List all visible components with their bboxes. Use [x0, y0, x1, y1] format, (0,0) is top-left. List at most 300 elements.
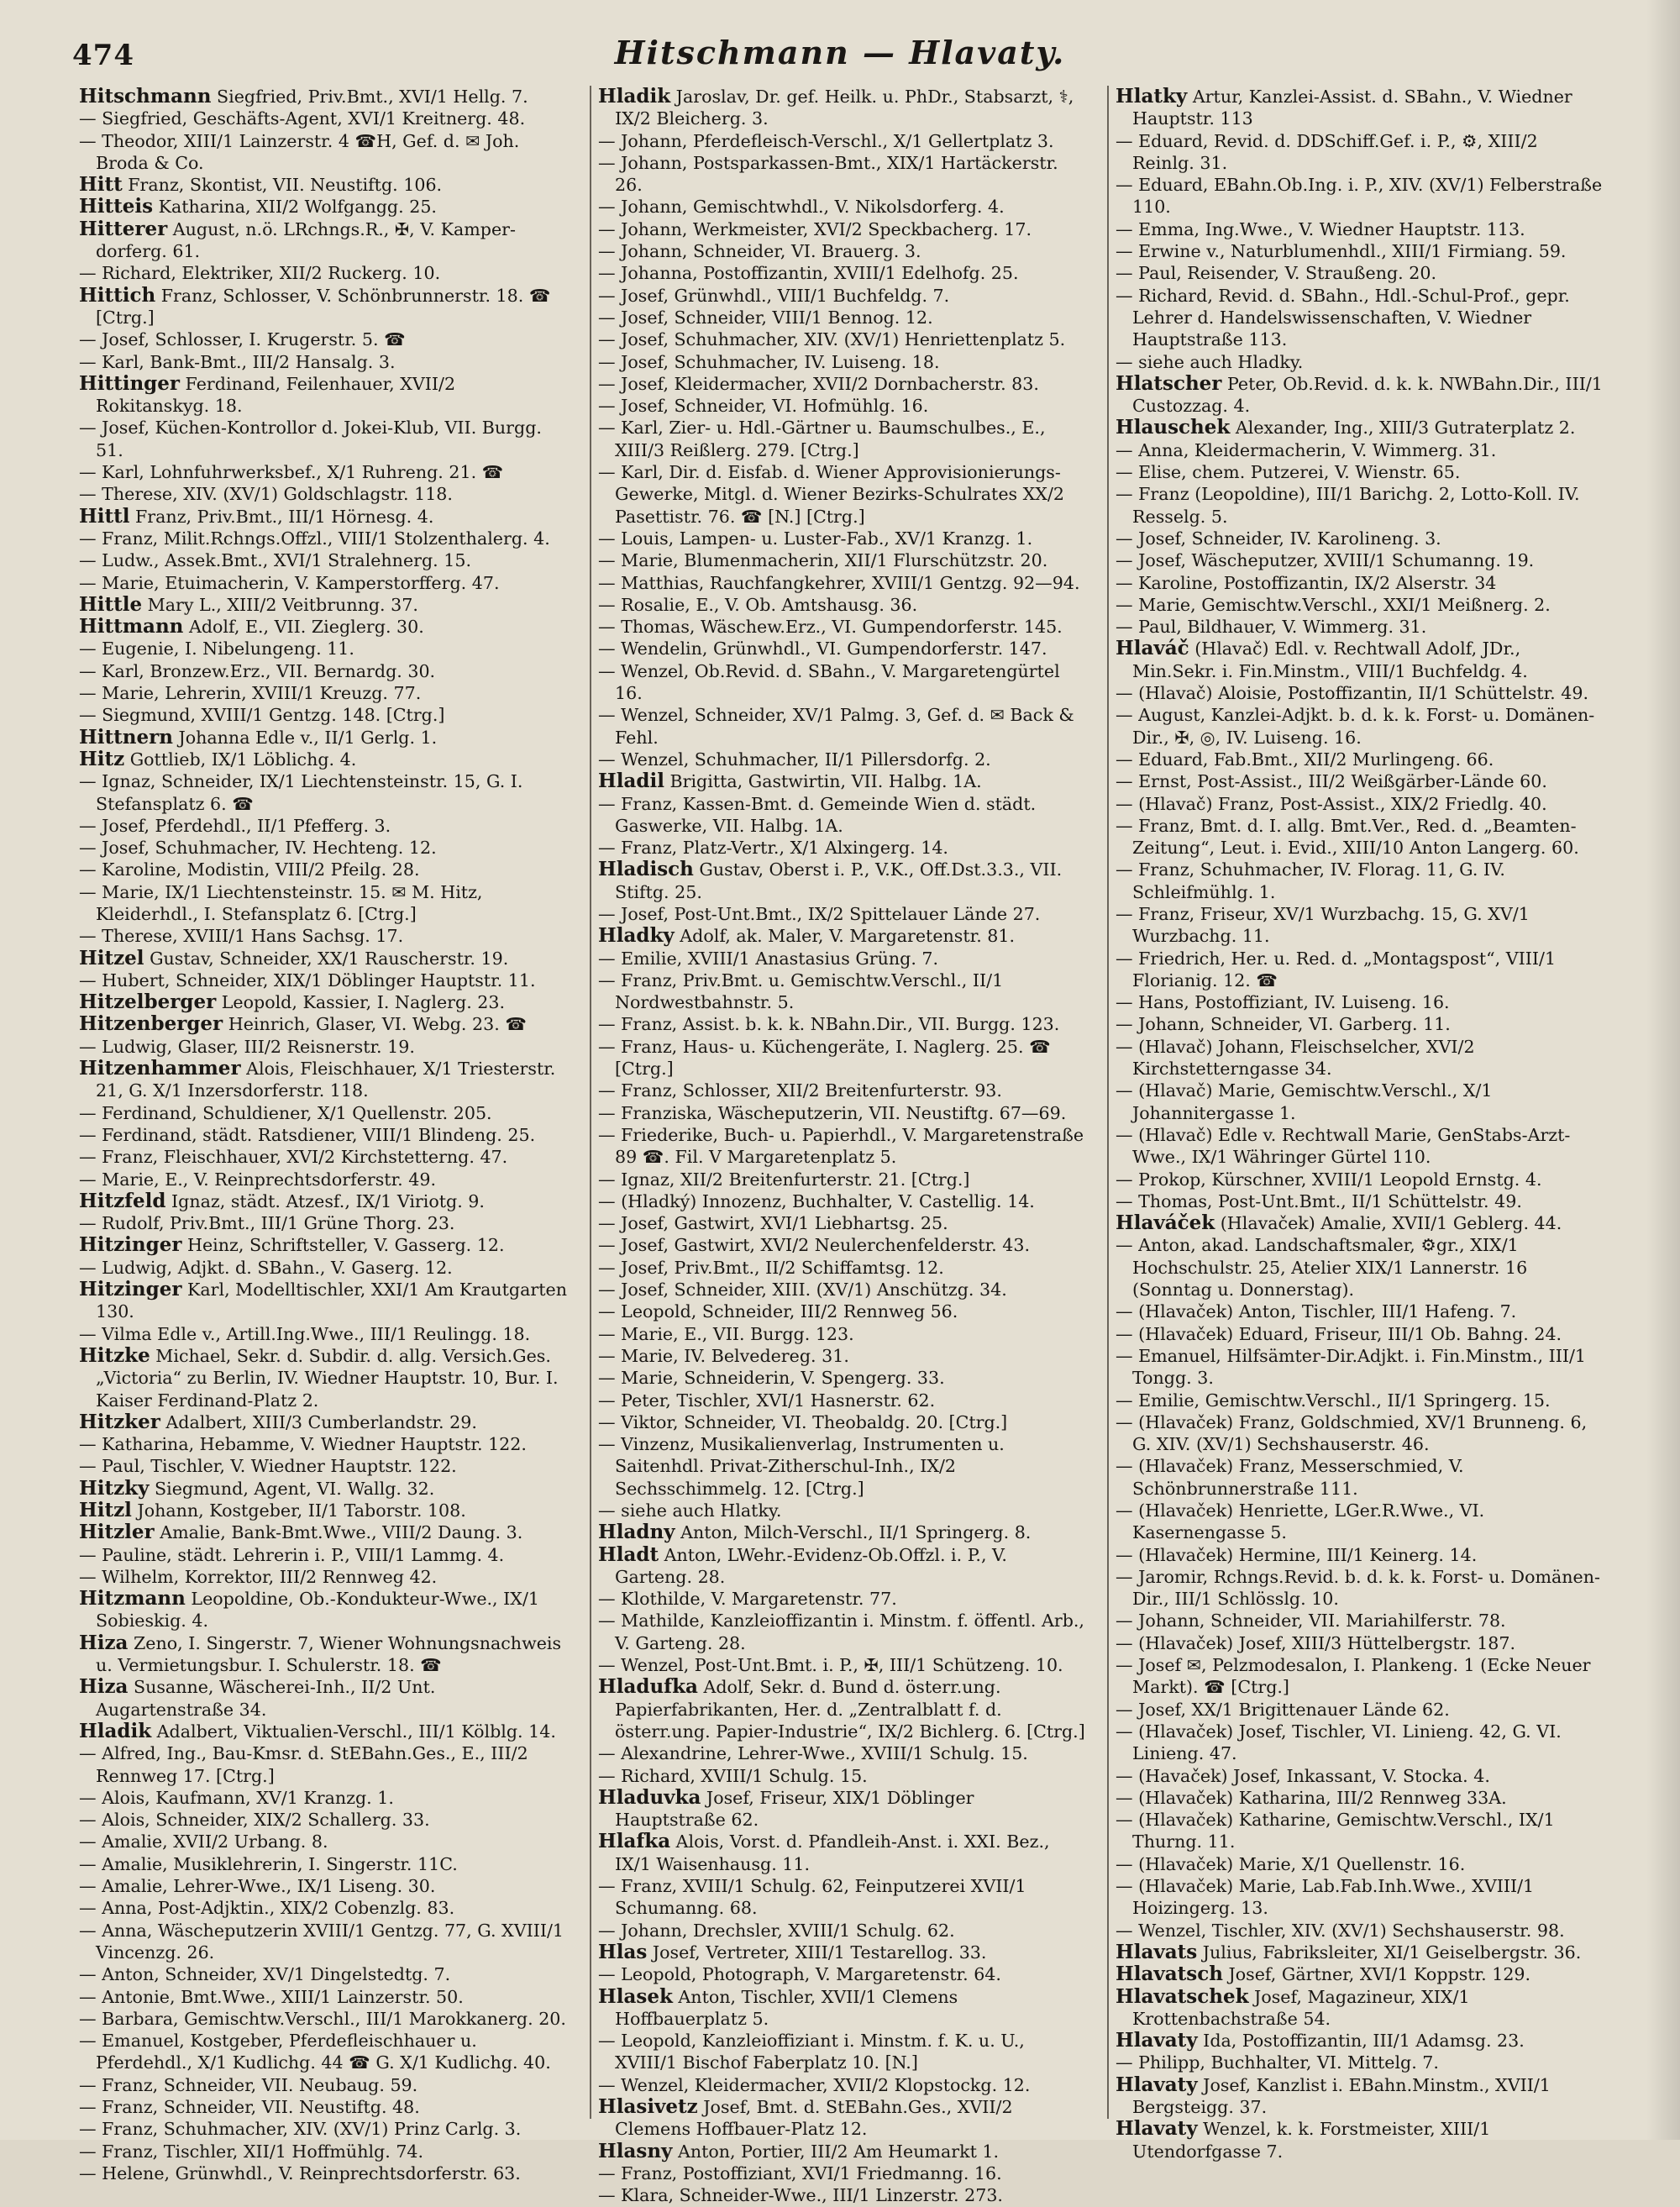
entry-text: Josef, Bmt. d. StEBahn.Ges., XVII/2 Clemens Hoffbauer-Platz 12.: [615, 2097, 1013, 2140]
entry-text: — Amalie, Lehrer-Wwe., IX/1 Liseng. 30.: [79, 1876, 436, 1897]
entry-text: — Josef, Wäscheputzer, XVIII/1 Schumanng. 19.: [1116, 550, 1535, 571]
entry-text: — August, Kanzlei-Adjkt. b. d. k. k. Forst- u. Domänen-Dir., ✠, ◎, IV. Luiseng. 16.: [1116, 705, 1595, 748]
entry-text: — (Hlavaček) Anton, Tischler, III/1 Hafeng. 7.: [1116, 1301, 1517, 1322]
entry-text: — Ludwig, Glaser, III/2 Reisnerstr. 19.: [79, 1036, 415, 1057]
entry-text: — Wenzel, Schuhmacher, II/1 Pillersdorfg. 2.: [598, 749, 991, 770]
entry-text: — Amalie, Musiklehrerin, I. Singerstr. 11C.: [79, 1853, 458, 1874]
entry-surname: Hladik: [598, 85, 671, 108]
directory-entry: [1116, 174, 1604, 218]
directory-entry: [1116, 130, 1604, 175]
entry-text: — Franz, Schuhmacher, IV. Florag. 11, G. IV. Schleifmühlg. 1.: [1116, 859, 1505, 902]
directory-entry: [1116, 1455, 1604, 1500]
directory-entry: [79, 1478, 570, 1500]
entry-text: — Karl, Zier- u. Hdl.-Gärtner u. Baumschulbes., E., XIII/3 Reißlerg. 279. [Ctrg.]: [598, 418, 1046, 460]
entry-text: — Friedrich, Her. u. Red. d. „Montagspost“, VIII/1 Florianig. 12. ☎: [1116, 948, 1557, 991]
directory-entry: [598, 2074, 1087, 2096]
entry-text: — Katharina, Hebamme, V. Wiedner Hauptstr. 122.: [79, 1434, 527, 1455]
directory-entry: [1116, 1875, 1604, 1920]
directory-entry: [598, 130, 1087, 152]
directory-entry: [79, 1920, 570, 1964]
entry-surname: Hlaváček: [1116, 1211, 1215, 1235]
entry-text: — Marie, Etuimacherin, V. Kamperstorfferg. 47.: [79, 572, 500, 593]
directory-entry: [79, 572, 570, 594]
directory-entry: [598, 1742, 1087, 1764]
directory-entry: [1116, 1323, 1604, 1345]
entry-text: — Karl, Dir. d. Eisfab. d. Wiener Approvisionierungs-Gewerke, Mitgl. d. Wiener Bezirks-Schulrates XX/2 Pasettistr. 76. ☎ [N.] [Ctrg.]: [598, 462, 1064, 527]
entry-text: — Matthias, Rauchfangkehrer, XVIII/1 Gentzg. 92—94.: [598, 572, 1080, 593]
entry-text: — Klothilde, V. Margaretenstr. 77.: [598, 1589, 897, 1610]
directory-entry: [1116, 1500, 1604, 1544]
entry-text: — Rudolf, Priv.Bmt., III/1 Grüne Thorg. 23.: [79, 1213, 455, 1234]
entry-text: Heinz, Schriftsteller, V. Gasserg. 12.: [181, 1235, 505, 1256]
directory-entry: [1116, 2118, 1604, 2162]
entry-text: — Josef, Priv.Bmt., II/2 Schiffamtsg. 12.: [598, 1257, 944, 1278]
entry-text: — Alois, Schneider, XIX/2 Schallerg. 33.: [79, 1810, 430, 1831]
directory-entry: [1116, 948, 1604, 992]
directory-entry: [79, 528, 570, 549]
entry-text: Leopold, Kassier, I. Naglerg. 23.: [216, 992, 506, 1013]
entry-surname: Hitzenhammer: [79, 1057, 241, 1080]
directory-entry: [79, 1897, 570, 1919]
entry-text: Susanne, Wäscherei-Inh., II/2 Unt. Augartenstraße 34.: [96, 1677, 436, 1720]
directory-entry: [598, 1169, 1087, 1190]
directory-entry: [79, 1212, 570, 1234]
entry-text: — Therese, XVIII/1 Hans Sachsg. 17.: [79, 926, 404, 947]
entry-text: — (Hlavaček) Josef, Tischler, VI. Linieng. 42, G. VI. Linieng. 47.: [1116, 1721, 1562, 1764]
entry-text: — Franz, Priv.Bmt. u. Gemischtw.Verschl., II/1 Nordwestbahnstr. 5.: [598, 970, 1004, 1013]
directory-entry: [598, 196, 1087, 218]
directory-entry: [598, 1787, 1087, 1831]
entry-text: — Franz, Tischler, XII/1 Hoffmühlg. 74.: [79, 2141, 424, 2162]
directory-entry: [79, 2141, 570, 2162]
entry-text: Franz, Schlosser, V. Schönbrunnerstr. 18. ☎ [Ctrg.]: [96, 285, 551, 328]
entry-text: — Emma, Ing.Wwe., V. Wiedner Hauptstr. 113.: [1116, 218, 1525, 239]
entry-text: Ignaz, städt. Atzesf., IX/1 Viriotg. 9.: [165, 1190, 485, 1211]
entry-text: — Ferdinand, städt. Ratsdiener, VIII/1 Blindeng. 25.: [79, 1124, 536, 1145]
entry-surname: Hladil: [598, 770, 664, 793]
entry-text: — (Hlavač) Johann, Fleischselcher, XVI/2 Kirchstetterngasse 34.: [1116, 1036, 1475, 1080]
entry-surname: Hlavaty: [1116, 2117, 1198, 2141]
entry-text: — Ignaz, XII/2 Breitenfurterstr. 21. [Ctrg.]: [598, 1169, 970, 1190]
directory-entry: [79, 373, 570, 418]
entry-text: — Franz (Leopoldine), III/1 Barichg. 2, Lotto-Koll. IV. Resselg. 5.: [1116, 484, 1580, 527]
entry-surname: Hlasivetz: [598, 2095, 698, 2119]
entry-text: — Johann, Schneider, VI. Garberg. 11.: [1116, 1014, 1451, 1035]
directory-entry: [1116, 373, 1604, 418]
directory-entry: [79, 1676, 570, 1721]
entry-text: Alois, Fleischhauer, X/1 Triesterstr. 21, G. X/1 Inzersdorferstr. 118.: [96, 1059, 556, 1101]
directory-entry: [598, 1942, 1087, 1963]
entry-text: — Josef, Kleidermacher, XVII/2 Dornbacherstr. 83.: [598, 373, 1039, 394]
directory-entry: [79, 2118, 570, 2140]
entry-text: — Johann, Postsparkassen-Bmt., XIX/1 Hartäckerstr. 26.: [598, 152, 1058, 196]
directory-entry: [1116, 351, 1604, 373]
directory-entry: [598, 1234, 1087, 1256]
directory-entry: [598, 2184, 1087, 2206]
entry-text: — Marie, Lehrerin, XVIII/1 Kreuzg. 77.: [79, 683, 422, 704]
entry-text: — Franz, XVIII/1 Schulg. 62, Feinputzerei XVII/1 Schumanng. 68.: [598, 1876, 1026, 1919]
directory-entry: [598, 307, 1087, 328]
entry-text: — Wilhelm, Korrektor, III/2 Rennweg 42.: [79, 1566, 438, 1587]
entry-text: — Eduard, Fab.Bmt., XII/2 Murlingeng. 66.: [1116, 749, 1494, 770]
directory-entry: [598, 2096, 1087, 2141]
directory-entry: [598, 770, 1087, 792]
entry-text: — Franz, Postoffiziant, XVI/1 Friedmanng. 16.: [598, 2162, 1002, 2183]
entry-text: — Josef, Schuhmacher, IV. Luiseng. 18.: [598, 351, 940, 372]
entry-text: — Marie, Schneiderin, V. Spengerg. 33.: [598, 1368, 945, 1389]
entry-text: — Peter, Tischler, XVI/1 Hasnerstr. 62.: [598, 1390, 936, 1411]
directory-entry: [1116, 1013, 1604, 1035]
entry-text: — (Havaček) Josef, Inkassant, V. Stocka. 4.: [1116, 1765, 1490, 1786]
directory-entry: [79, 351, 570, 373]
directory-entry: [1116, 439, 1604, 461]
entry-text: — Emanuel, Hilfsämter-Dir.Adjkt. i. Fin.Minstm., III/1 Tongg. 3.: [1116, 1345, 1587, 1389]
entry-text: — (Hlavač) Edle v. Rechtwall Marie, GenStabs-Arzt-Wwe., IX/1 Währinger Gürtel 110.: [1116, 1124, 1571, 1168]
directory-entry: [1116, 2052, 1604, 2073]
entry-text: — Paul, Bildhauer, V. Wimmerg. 31.: [1116, 617, 1427, 638]
directory-entry: [598, 1279, 1087, 1301]
entry-text: — Karoline, Modistin, VIII/2 Pfeilg. 28.: [79, 859, 420, 880]
entry-text: — Eugenie, I. Nibelungeng. 11.: [79, 638, 354, 659]
entry-text: — Anna, Kleidermacherin, V. Wimmerg. 31.: [1116, 439, 1497, 460]
directory-entry: [1116, 1345, 1604, 1390]
directory-entry: [79, 1146, 570, 1168]
directory-entry: [598, 660, 1087, 705]
directory-entry: [1116, 1190, 1604, 1212]
entry-text: — Ludw., Assek.Bmt., XVI/1 Stralehnerg. 15.: [79, 550, 471, 571]
directory-entry: [598, 1765, 1087, 1787]
entry-surname: Hiza: [79, 1631, 129, 1654]
entry-text: — Marie, Gemischtw.Verschl., XXI/1 Meißnerg. 2.: [1116, 594, 1551, 615]
entry-surname: Hitzmann: [79, 1587, 186, 1611]
directory-entry: [79, 682, 570, 704]
entry-text: — Anna, Wäscheputzerin XVIII/1 Gentzg. 77, G. XVIII/1 Vincenzg. 26.: [79, 1920, 564, 1963]
entry-text: — Ernst, Post-Assist., III/2 Weißgärber-Lände 60.: [1116, 771, 1547, 792]
directory-entry: [1116, 483, 1604, 528]
entry-text: Josef, Vertreter, XIII/1 Testarellog. 33.: [647, 1942, 987, 1963]
entry-text: — Franz, Platz-Vertr., X/1 Alxingerg. 14.: [598, 838, 948, 859]
directory-entry: [1116, 1721, 1604, 1765]
directory-entry: [598, 328, 1087, 350]
entry-text: — Wendelin, Grünwhdl., VI. Gumpendorferstr. 147.: [598, 638, 1047, 659]
directory-entry: [1116, 86, 1604, 130]
entry-text: — Josef, Schlosser, I. Krugerstr. 5. ☎: [79, 329, 406, 350]
entry-text: — Emanuel, Kostgeber, Pferdefleischhauer u. Pferdehdl., X/1 Kudlichg. 44 ☎ G. X/1 Kudlichg. 40.: [79, 2031, 551, 2073]
directory-entry: [598, 1676, 1087, 1742]
entry-text: — Josef, Schuhmacher, IV. Hechteng. 12.: [79, 838, 437, 859]
entry-text: — Rosalie, E., V. Ob. Amtshausg. 36.: [598, 594, 918, 615]
entry-text: — Johann, Schneider, VII. Mariahilferstr. 78.: [1116, 1611, 1506, 1632]
page-edge-shadow: [1646, 0, 1680, 2140]
entry-text: Gustav, Schneider, XX/1 Rauscherstr. 19.: [144, 948, 509, 969]
entry-surname: Hlavatsch: [1116, 1963, 1223, 1986]
entry-text: — Josef, Grünwhdl., VIII/1 Buchfeldg. 7.: [598, 285, 950, 306]
directory-entry: [1116, 1234, 1604, 1301]
entry-surname: Hlavaty: [1116, 2073, 1198, 2096]
directory-entry: [598, 970, 1087, 1014]
directory-entry: [79, 1500, 570, 1521]
entry-text: — Ferdinand, Schuldiener, X/1 Quellenstr. 205.: [79, 1102, 492, 1123]
directory-entry: [598, 1654, 1087, 1676]
entry-surname: Hitteis: [79, 195, 154, 218]
entry-text: — Franz, Milit.Rchngs.Offzl., VIII/1 Stolzenthalerg. 4.: [79, 528, 550, 549]
directory-entry: [598, 1013, 1087, 1035]
directory-entry: [598, 1102, 1087, 1124]
directory-entry: [598, 793, 1087, 838]
directory-entry: [1116, 1699, 1604, 1721]
directory-entry: [1116, 1853, 1604, 1875]
entry-surname: Hittnern: [79, 725, 173, 749]
directory-entry: [598, 549, 1087, 571]
directory-entry: [598, 1521, 1087, 1543]
directory-entry: [79, 483, 570, 505]
directory-entry: [1116, 770, 1604, 792]
directory-entry: [598, 1390, 1087, 1411]
entry-text: — Josef, Schneider, VIII/1 Bennog. 12.: [598, 307, 933, 328]
directory-entry: [1116, 240, 1604, 262]
directory-entry: [598, 1544, 1087, 1589]
entry-text: — Josef, Schneider, VI. Hofmühlg. 16.: [598, 396, 929, 417]
directory-entry: [1116, 793, 1604, 815]
directory-entry: [79, 1102, 570, 1124]
directory-entry: [598, 2030, 1087, 2074]
directory-entry: [1116, 903, 1604, 948]
directory-entry: [598, 1433, 1087, 1500]
entry-text: Alois, Vorst. d. Pfandleih-Anst. i. XXI. Bez., IX/1 Waisenhausg. 11.: [615, 1831, 1050, 1874]
entry-text: — Siegmund, XVIII/1 Gentzg. 148. [Ctrg.]: [79, 705, 445, 726]
directory-entry: [1116, 1390, 1604, 1411]
entry-text: Ferdinand, Feilenhauer, XVII/2 Rokitanskyg. 18.: [96, 373, 456, 417]
entry-surname: Hitzker: [79, 1410, 160, 1433]
entry-text: — Josef, XX/1 Brigittenauer Lände 62.: [1116, 1699, 1450, 1720]
entry-text: — siehe auch Hladky.: [1116, 351, 1304, 372]
directory-entry: [1116, 1942, 1604, 1963]
directory-entry: [79, 1455, 570, 1477]
directory-entry: [79, 616, 570, 638]
directory-entry: [79, 1566, 570, 1588]
entry-text: — Hans, Postoffiziant, IV. Luiseng. 16.: [1116, 992, 1450, 1013]
directory-entry: [79, 594, 570, 616]
directory-entry: [79, 1190, 570, 1212]
entry-surname: Hitzelberger: [79, 991, 217, 1014]
entry-text: — Leopold, Schneider, III/2 Rennweg 56.: [598, 1301, 958, 1322]
entry-text: — (Hladký) Innozenz, Buchhalter, V. Castellig. 14.: [598, 1190, 1035, 1211]
entry-text: — Josef, Post-Unt.Bmt., IX/2 Spittelauer Lände 27.: [598, 903, 1041, 924]
entry-text: — Richard, Elektriker, XII/2 Ruckerg. 10.: [79, 263, 441, 284]
entry-text: — (Hlavač) Franz, Post-Assist., XIX/2 Friedlg. 40.: [1116, 793, 1547, 814]
directory-entry: [1116, 638, 1604, 682]
entry-text: — Karl, Bank-Bmt., III/2 Hansalg. 3.: [79, 351, 396, 372]
directory-entry: [598, 1610, 1087, 1654]
entry-text: Adalbert, Viktualien-Verschl., III/1 Kölblg. 14.: [151, 1721, 556, 1742]
entry-text: — Marie, E., VII. Burgg. 123.: [598, 1323, 854, 1344]
directory-entry: [598, 461, 1087, 528]
directory-entry: [598, 1036, 1087, 1080]
directory-entry: [79, 328, 570, 350]
directory-entry: [79, 881, 570, 926]
entry-text: — Josef ✉, Pelzmodesalon, I. Plankeng. 1 (Ecke Neuer Markt). ☎ [Ctrg.]: [1116, 1655, 1591, 1698]
directory-entry: [598, 1080, 1087, 1101]
entry-text: — Anna, Post-Adjktin., XIX/2 Cobenzlg. 83.: [79, 1898, 455, 1919]
entry-surname: Hitzel: [79, 946, 144, 970]
entry-surname: Hladuvka: [598, 1785, 701, 1809]
entry-text: — Marie, IV. Belvedereg. 31.: [598, 1345, 849, 1366]
entry-text: Alexander, Ing., XIII/3 Gutraterplatz 2.: [1230, 418, 1576, 439]
entry-text: Franz, Skontist, VII. Neustiftg. 106.: [122, 175, 443, 196]
entry-text: — Siegfried, Geschäfts-Agent, XVI/1 Kreitnerg. 48.: [79, 108, 526, 129]
directory-entry: [79, 1124, 570, 1146]
entry-text: — Louis, Lampen- u. Luster-Fab., XV/1 Kranzg. 1.: [598, 528, 1033, 549]
entry-text: — Therese, XIV. (XV/1) Goldschlagstr. 118.: [79, 484, 453, 505]
directory-entry: [79, 948, 570, 970]
entry-text: — Josef, Gastwirt, XVI/1 Liebhartsg. 25.: [598, 1213, 948, 1234]
entry-text: — Josef, Gastwirt, XVI/2 Neulerchenfelderstr. 43.: [598, 1235, 1030, 1256]
entry-text: — (Hlavač) Marie, Gemischtw.Verschl., X/1 Johannitergasse 1.: [1116, 1080, 1493, 1123]
entry-text: Franz, Priv.Bmt., III/1 Hörnesg. 4.: [129, 506, 434, 527]
entry-text: — Barbara, Gemischtw.Verschl., III/1 Marokkanerg. 20.: [79, 2008, 566, 2029]
directory-entry: [79, 638, 570, 659]
directory-entry: [79, 461, 570, 483]
directory-entry: [598, 2162, 1087, 2184]
directory-entry: [79, 2096, 570, 2118]
directory-entry: [79, 727, 570, 749]
directory-entry: [79, 660, 570, 682]
directory-entry: [79, 1588, 570, 1632]
directory-entry: [598, 1920, 1087, 1942]
directory-entry: [1116, 1765, 1604, 1787]
entry-text: — (Hlavaček) Katharine, Gemischtw.Verschl., IX/1 Thurng. 11.: [1116, 1810, 1555, 1852]
directory-entry: [598, 1257, 1087, 1279]
directory-entry: [598, 1500, 1087, 1521]
directory-entry: [598, 837, 1087, 859]
entry-text: — Vinzenz, Musikalienverlag, Instrumenten u. Saitenhdl. Privat-Zitherschul-Inh., IX/2 Sechsschimmelg. 12. [Ctrg.]: [598, 1434, 1005, 1499]
column-middle: [590, 85, 1094, 2206]
entry-text: — Richard, XVIII/1 Schulg. 15.: [598, 1765, 868, 1786]
directory-entry: [1116, 616, 1604, 638]
entry-text: — Leopold, Photograph, V. Margaretenstr. 64.: [598, 1964, 1001, 1985]
directory-entry: [1116, 682, 1604, 704]
entry-text: — Josef, Pferdehdl., II/1 Pfefferg. 3.: [79, 815, 391, 836]
entry-text: — Alexandrine, Lehrer-Wwe., XVIII/1 Schulg. 15.: [598, 1743, 1028, 1764]
directory-entry: [598, 528, 1087, 549]
entry-text: — Franz, Schneider, VII. Neustiftg. 48.: [79, 2097, 420, 2118]
directory-entry: [598, 373, 1087, 395]
entry-text: — Prokop, Kürschner, XVIII/1 Leopold Ernstg. 4.: [1116, 1169, 1542, 1190]
entry-surname: Hitzinger: [79, 1278, 182, 1301]
entry-text: — Emilie, Gemischtw.Verschl., II/1 Springerg. 15.: [1116, 1390, 1551, 1411]
entry-text: — Jaromir, Rchngs.Revid. b. d. k. k. Forst- u. Domänen-Dir., III/1 Schlösslg. 10.: [1116, 1566, 1600, 1610]
entry-text: Anton, Milch-Verschl., II/1 Springerg. 8.: [675, 1522, 1032, 1543]
directory-entry: [1116, 1036, 1604, 1080]
directory-entry: [79, 1986, 570, 2008]
directory-entry: [1116, 1169, 1604, 1190]
directory-entry: [79, 285, 570, 329]
entry-text: — Ludwig, Adjkt. d. SBahn., V. Gaserg. 12.: [79, 1257, 453, 1278]
entry-text: — (Hlavaček) Franz, Messerschmied, V. Schönbrunnerstraße 111.: [1116, 1456, 1464, 1499]
directory-entry: [79, 1521, 570, 1543]
entry-surname: Hlauschek: [1116, 416, 1231, 439]
entry-text: — Amalie, XVII/2 Urbang. 8.: [79, 1831, 328, 1852]
directory-entry: [79, 1809, 570, 1831]
entry-text: — Marie, IX/1 Liechtensteinstr. 15. ✉ M. Hitz, Kleiderhdl., I. Stefansplatz 6. [Ctrg.]: [79, 881, 483, 924]
directory-entry: [1116, 572, 1604, 594]
entry-text: Josef, Magazineur, XIX/1 Krottenbachstraße 54.: [1132, 1986, 1470, 2029]
entry-surname: Hittmann: [79, 615, 184, 638]
entry-text: — (Hlavaček) Josef, XIII/3 Hüttelbergstr. 187.: [1116, 1632, 1516, 1653]
directory-entry: [79, 1411, 570, 1433]
entry-text: — Josef, Küchen-Kontrollor d. Jokei-Klub, VII. Burgg. 51.: [79, 418, 542, 460]
column-left: [72, 85, 576, 2183]
entry-text: Anton, LWehr.-Evidenz-Ob.Offzl. i. P., V. Garteng. 28.: [615, 1544, 1007, 1587]
entry-text: Adolf, E., VII. Zieglerg. 30.: [183, 617, 424, 638]
directory-entry: [1116, 1566, 1604, 1611]
entry-surname: Hitzler: [79, 1521, 155, 1544]
entry-text: — Franz, Haus- u. Küchengeräte, I. Naglerg. 25. ☎ [Ctrg.]: [598, 1036, 1051, 1080]
entry-text: — Hubert, Schneider, XIX/1 Döblinger Hauptstr. 11.: [79, 970, 536, 991]
directory-entry: [79, 417, 570, 461]
entry-surname: Hitschmann: [79, 85, 212, 108]
directory-entry: [1116, 2030, 1604, 2052]
entry-text: August, n.ö. LRchngs.R., ✠, V. Kamper-dorferg. 61.: [96, 218, 516, 262]
entry-text: — (Hlavaček) Eduard, Friseur, III/1 Ob. Bahng. 24.: [1116, 1323, 1562, 1344]
entry-text: Peter, Ob.Revid. d. k. k. NWBahn.Dir., III/1 Custozzag. 4.: [1132, 373, 1603, 417]
entry-surname: Hlavatschek: [1116, 1984, 1249, 2008]
entry-surname: Hitzfeld: [79, 1189, 166, 1212]
directory-entry: [598, 749, 1087, 770]
directory-entry: [598, 86, 1087, 130]
entry-text: — (Hlavaček) Henriette, LGer.R.Wwe., VI. Kasernengasse 5.: [1116, 1500, 1485, 1543]
entry-text: — Wenzel, Tischler, XIV. (XV/1) Sechshauserstr. 98.: [1116, 1920, 1565, 1941]
directory-entry: [79, 1742, 570, 1787]
directory-entry: [79, 2008, 570, 2030]
entry-text: — Johanna, Postoffizantin, XVIII/1 Edelhofg. 25.: [598, 263, 1019, 284]
directory-entry: [1116, 1080, 1604, 1124]
entry-text: Leopoldine, Ob.-Kondukteur-Wwe., IX/1 Sobieskig. 4.: [96, 1589, 539, 1632]
entry-surname: Hlavaty: [1116, 2029, 1198, 2052]
entry-text: — Elise, chem. Putzerei, V. Wienstr. 65.: [1116, 462, 1461, 483]
entry-surname: Hitzke: [79, 1343, 150, 1367]
directory-entry: [79, 749, 570, 770]
entry-text: Adalbert, XIII/3 Cumberlandstr. 29.: [160, 1411, 477, 1432]
directory-entry: [598, 704, 1087, 749]
entry-text: — Emilie, XVIII/1 Anastasius Grüng. 7.: [598, 948, 939, 969]
directory-entry: [79, 1323, 570, 1345]
directory-entry: [79, 1853, 570, 1875]
directory-entry: [79, 108, 570, 129]
directory-entry: [1116, 749, 1604, 770]
entry-text: Adolf, Sekr. d. Bund d. österr.ung. Papierfabrikanten, Her. d. „Zentralblatt f. d. österr.ung. Papier-Industrie“, IX/2 Bichlerg. 6. [Ctrg.]: [615, 1677, 1085, 1742]
directory-entry: [1116, 417, 1604, 439]
directory-entry: [79, 1544, 570, 1566]
entry-surname: Hladt: [598, 1542, 659, 1566]
directory-entry: [79, 2030, 570, 2074]
entry-surname: Hittinger: [79, 371, 181, 395]
directory-entry: [1116, 528, 1604, 549]
entry-surname: Hitz: [79, 747, 125, 770]
directory-entry: [79, 2074, 570, 2096]
directory-entry: [79, 1787, 570, 1809]
entry-text: — Friederike, Buch- u. Papierhdl., V. Margaretenstraße 89 ☎. Fil. V Margaretenplatz 5.: [598, 1124, 1084, 1168]
directory-entry: [79, 506, 570, 528]
entry-text: Brigitta, Gastwirtin, VII. Halbg. 1A.: [664, 771, 982, 792]
directory-entry: [1116, 461, 1604, 483]
entry-surname: Hladny: [598, 1521, 675, 1544]
directory-entry: [598, 1345, 1087, 1367]
directory-entry: [598, 218, 1087, 240]
entry-text: — Marie, E., V. Reinprechtsdorferstr. 49.: [79, 1169, 436, 1190]
entry-text: Amalie, Bank-Bmt.Wwe., VIII/2 Daung. 3.: [154, 1522, 523, 1543]
entry-text: Siegfried, Priv.Bmt., XVI/1 Hellg. 7.: [211, 87, 528, 107]
